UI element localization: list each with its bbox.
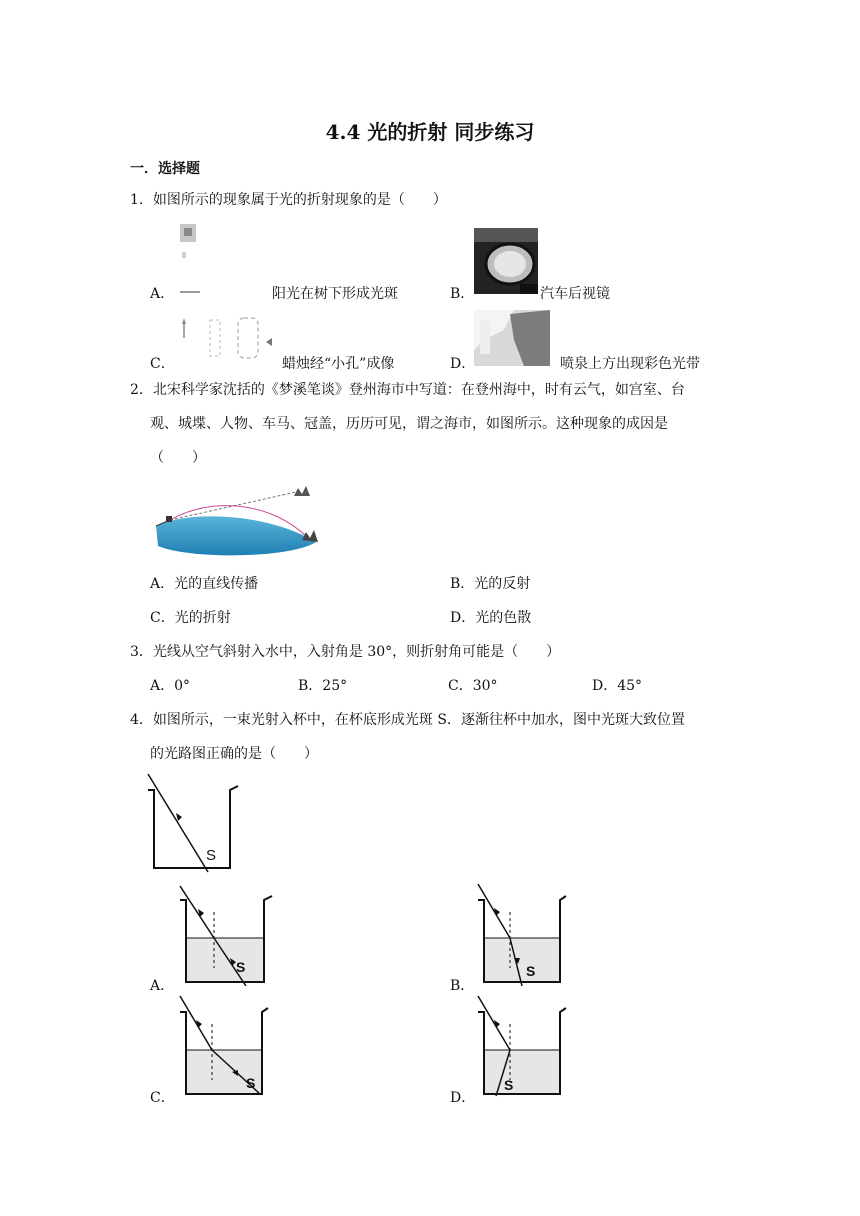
option-letter: C． — [150, 610, 175, 626]
q1-image-d-fountain — [474, 310, 550, 366]
option-letter: A． — [150, 576, 175, 592]
option-text: 光的色散 — [475, 610, 532, 626]
section-heading: 一．选择题 — [130, 161, 200, 177]
q1-image-c-candle — [176, 314, 276, 362]
q4-option-c-figure[interactable] — [176, 994, 272, 1098]
q2-option-c[interactable] — [150, 608, 231, 628]
q1-option-b-text: 汽车后视镜 — [540, 286, 610, 302]
q1-stem: 1．如图所示的现象属于光的折射现象的是（ ） — [130, 192, 447, 208]
option-text: 光的反射 — [474, 576, 531, 592]
q2-mirage-figure — [152, 484, 322, 560]
q4-option-b-figure[interactable] — [474, 882, 570, 986]
spot-label: S — [504, 1077, 514, 1093]
option-letter: D． — [450, 610, 476, 626]
q3-option-c[interactable] — [448, 676, 498, 696]
q3-stem: 3．光线从空气斜射入水中，入射角是 30°，则折射角可能是（ ） — [130, 644, 561, 660]
option-text: 45° — [617, 678, 643, 694]
q1-image-b-car-mirror — [474, 228, 538, 294]
q3-option-b[interactable] — [298, 676, 347, 696]
q2-stem-line2: 观、城堞、人物、车马、冠盖，历历可见，谓之海市，如图所示。这种现象的成因是 — [150, 416, 668, 432]
option-letter: C． — [448, 678, 473, 694]
q2-stem-line3: （ ） — [150, 450, 206, 466]
q4-option-b-letter: B． — [450, 978, 475, 994]
spot-label: S — [526, 963, 536, 979]
q4-stem-line1: 4．如图所示，一束光射入杯中，在杯底形成光斑 S．逐渐往杯中加水，图中光斑大致位置 — [130, 712, 685, 728]
q3-option-d[interactable] — [592, 676, 642, 696]
q4-option-c-letter: C． — [150, 1090, 175, 1106]
option-letter: B． — [450, 576, 475, 592]
q1-option-a-letter: A． — [150, 286, 175, 302]
q4-option-a-letter: A． — [150, 978, 175, 994]
option-letter: A． — [150, 678, 175, 694]
q2-option-a[interactable] — [150, 574, 258, 594]
q2-stem-line1: 2．北宋科学家沈括的《梦溪笔谈》登州海市中写道：在登州海中，时有云气，如宫室、台 — [130, 382, 685, 398]
spot-label: S — [206, 847, 217, 864]
option-letter: B． — [298, 678, 323, 694]
q1-option-a-text: 阳光在树下形成光斑 — [272, 286, 398, 302]
option-text: 光的折射 — [174, 610, 231, 626]
spot-label: S — [236, 959, 246, 975]
q4-option-d-letter: D． — [450, 1090, 476, 1106]
q1-option-b-letter: B． — [450, 286, 475, 302]
option-text: 0° — [174, 678, 191, 694]
page-title: 4.4 光的折射 同步练习 — [325, 120, 535, 144]
q3-option-a[interactable] — [150, 676, 190, 696]
q1-option-d-letter: D． — [450, 356, 476, 372]
spot-label: S — [246, 1075, 256, 1091]
q2-option-b[interactable] — [450, 574, 530, 594]
q2-option-d[interactable] — [450, 608, 531, 628]
option-text: 30° — [472, 678, 498, 694]
q1-option-c-text: 蜡烛经“小孔”成像 — [282, 356, 395, 372]
option-text: 光的直线传播 — [174, 576, 259, 592]
q4-stem-line2: 的光路图正确的是（ ） — [150, 746, 318, 762]
q1-option-d-text: 喷泉上方出现彩色光带 — [560, 356, 700, 372]
option-text: 25° — [322, 678, 348, 694]
q4-main-beaker — [146, 772, 242, 876]
q4-option-a-figure[interactable] — [176, 882, 276, 986]
option-letter: D． — [592, 678, 618, 694]
q1-option-c-letter: C． — [150, 356, 175, 372]
q4-option-d-figure[interactable] — [474, 994, 570, 1098]
q1-image-a — [176, 222, 206, 302]
